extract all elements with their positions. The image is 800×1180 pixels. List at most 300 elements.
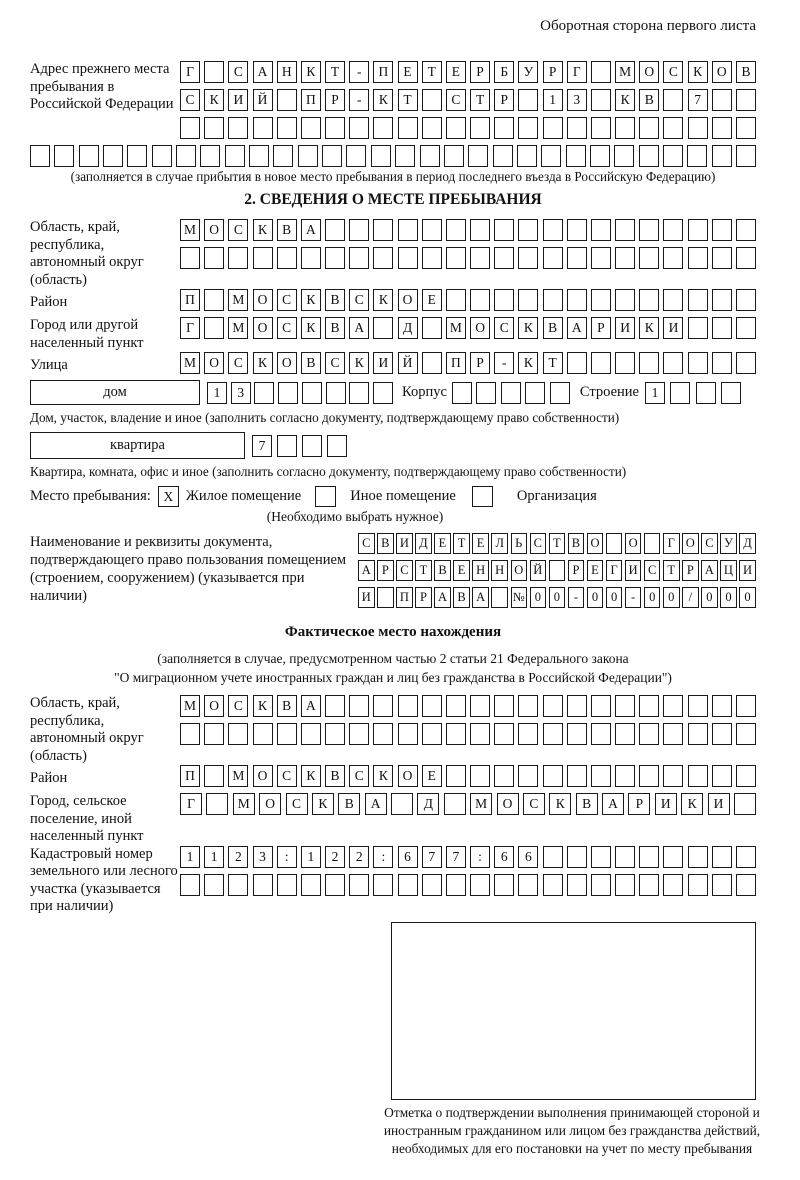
char-cell [501,382,521,404]
char-cell: Р [628,793,650,815]
char-cell: 1 [204,846,224,868]
char-cell [79,145,99,167]
char-cell [398,219,418,241]
char-cell: К [301,765,321,787]
char-cell: : [373,846,393,868]
char-cell: Т [398,89,418,111]
actual-region-row-2 [180,723,756,745]
char-cell [302,382,322,404]
street-block [30,352,756,380]
char-cell [688,874,708,896]
char-cell [446,117,466,139]
char-cell: Р [415,587,432,608]
char-cell [444,145,464,167]
checkbox-other-premises [315,486,336,507]
char-cell: Т [422,61,442,83]
char-cell [639,723,659,745]
char-cell [277,435,297,457]
char-cell [663,89,683,111]
char-cell [446,723,466,745]
char-cell [712,352,732,374]
house-row [30,380,756,405]
char-cell [736,352,756,374]
char-cell: В [277,695,297,717]
char-cell [591,61,611,83]
char-cell: О [682,533,699,554]
char-cell: - [349,89,369,111]
char-cell: О [204,695,224,717]
char-cell: С [494,317,514,339]
char-cell [446,695,466,717]
char-cell: 3 [567,89,587,111]
char-cell [590,145,610,167]
apartment-caption: Квартира, комната, офис и иное (заполнить согласно документу, подтверждающему право собственности) [30,464,627,479]
char-cell: А [253,61,273,83]
char-cell: С [277,317,297,339]
char-cell [712,117,732,139]
char-cell: Т [453,533,470,554]
char-cell [615,765,635,787]
char-cell [736,145,756,167]
char-cell [327,435,347,457]
char-cell [591,352,611,374]
char-cell [470,247,490,269]
char-cell [152,145,172,167]
cadastral-block [30,846,756,916]
char-cell [180,117,200,139]
char-cell [103,145,123,167]
char-cell: Д [398,317,418,339]
char-cell [253,247,273,269]
char-cell: Е [446,61,466,83]
char-cell [639,765,659,787]
char-cell [377,587,394,608]
char-cell [615,723,635,745]
char-cell: К [518,317,538,339]
char-cell: К [301,317,321,339]
char-cell: Д [415,533,432,554]
char-cell: А [602,793,624,815]
house-caption: Дом, участок, владение и иное (заполнить согласно документу, подтверждающему право собственности) [30,410,620,425]
confirmation-stamp-box [391,922,756,1100]
char-cell [736,289,756,311]
char-cell [349,723,369,745]
char-cell [567,219,587,241]
char-cell: А [365,793,387,815]
char-cell [663,247,683,269]
char-cell: С [180,89,200,111]
region-label: Область, край, республика, автономный округ (область) [30,219,144,288]
char-cell: Г [180,61,200,83]
char-cell: А [301,219,321,241]
district-block [30,289,756,317]
char-cell [395,145,415,167]
char-cell: 2 [325,846,345,868]
char-cell [373,723,393,745]
char-cell [180,874,200,896]
actual-city-label: Город, сельское поселение, иной населенный пункт [30,793,144,844]
char-cell [591,723,611,745]
char-cell: Ц [720,560,737,581]
char-cell [518,874,538,896]
prev-address-caption: (заполняется в случае прибытия в новое место пребывания в период последнего въезда в Российскую Федерацию) [70,169,716,184]
char-cell: Е [398,61,418,83]
char-cell [349,219,369,241]
actual-region-row-1 [180,695,756,717]
char-cell: М [470,793,492,815]
char-cell: 1 [543,89,563,111]
char-cell: Й [530,560,547,581]
char-cell: А [301,695,321,717]
char-cell: О [259,793,281,815]
char-cell [688,765,708,787]
char-cell: Г [606,560,623,581]
char-cell: 7 [446,846,466,868]
prev-address-row-3 [180,117,756,139]
char-cell [736,765,756,787]
char-cell [567,874,587,896]
option-residential-label: Жилое помещение [185,488,302,504]
char-cell [687,145,707,167]
char-cell [422,695,442,717]
char-cell [663,695,683,717]
char-cell [204,61,224,83]
char-cell: В [301,352,321,374]
char-cell [470,289,490,311]
char-cell [525,382,545,404]
char-cell: С [228,352,248,374]
char-cell [688,352,708,374]
char-cell: С [644,560,661,581]
char-cell [349,874,369,896]
actual-city-block [30,793,756,846]
char-cell: П [180,289,200,311]
prev-address-row-2 [180,89,756,111]
char-cell [712,289,732,311]
house-number-cells [207,382,393,404]
char-cell [301,723,321,745]
char-cell [204,289,224,311]
char-cell [254,382,274,404]
char-cell: 0 [587,587,604,608]
char-cell: Р [377,560,394,581]
char-cell: 3 [231,382,251,404]
document-block [30,533,756,614]
char-cell: В [325,317,345,339]
char-cell: Г [663,533,680,554]
char-cell [688,695,708,717]
char-cell: К [253,695,273,717]
char-cell [298,145,318,167]
char-cell [225,145,245,167]
char-cell [567,765,587,787]
char-cell [736,247,756,269]
char-cell [688,247,708,269]
char-cell [494,219,514,241]
char-cell: А [567,317,587,339]
char-cell [371,145,391,167]
char-cell: Т [325,61,345,83]
char-cell [54,145,74,167]
char-cell [398,874,418,896]
char-cell: К [688,61,708,83]
char-cell: Р [543,61,563,83]
char-cell [543,874,563,896]
char-cell: Т [415,560,432,581]
char-cell [470,117,490,139]
char-cell [518,289,538,311]
char-cell [422,89,442,111]
char-cell [736,89,756,111]
char-cell: С [349,765,369,787]
char-cell [325,117,345,139]
char-cell: - [349,61,369,83]
char-cell [301,874,321,896]
document-row-2 [358,560,756,581]
char-cell: Е [434,533,451,554]
char-cell [30,145,50,167]
char-cell: К [639,317,659,339]
char-cell [446,874,466,896]
char-cell: С [277,765,297,787]
char-cell [614,145,634,167]
char-cell [615,117,635,139]
char-cell [422,117,442,139]
char-cell [398,247,418,269]
char-cell [663,874,683,896]
char-cell [567,117,587,139]
char-cell [712,317,732,339]
cadastral-label: Кадастровый номер земельного или лесного участка (указывается при наличии) [30,845,178,914]
char-cell: П [301,89,321,111]
char-cell [444,793,466,815]
char-cell: С [228,695,248,717]
char-cell [273,145,293,167]
prev-address-row-1 [180,61,756,83]
char-cell [736,317,756,339]
char-cell: В [639,89,659,111]
document-row-1 [358,533,756,554]
char-cell: 6 [398,846,418,868]
char-cell [494,117,514,139]
char-cell [494,247,514,269]
char-cell [696,382,716,404]
char-cell [591,89,611,111]
char-cell: А [472,587,489,608]
char-cell: О [470,317,490,339]
char-cell [452,382,472,404]
char-cell [302,435,322,457]
char-cell [180,723,200,745]
char-cell [518,723,538,745]
char-cell [200,145,220,167]
char-cell [253,723,273,745]
char-cell [204,247,224,269]
char-cell [734,793,756,815]
char-cell: П [373,61,393,83]
char-cell: Е [422,765,442,787]
char-cell: Г [567,61,587,83]
char-cell [277,874,297,896]
char-cell [325,695,345,717]
char-cell: В [453,587,470,608]
char-cell: О [497,793,519,815]
char-cell: К [253,352,273,374]
stay-type-note: (Необходимо выбрать нужное) [266,509,444,524]
char-cell: Т [543,352,563,374]
char-cell [615,247,635,269]
char-cell: : [277,846,297,868]
char-cell [591,247,611,269]
char-cell [301,247,321,269]
char-cell [518,247,538,269]
char-cell [670,382,690,404]
char-cell: П [180,765,200,787]
stay-type-label: Место пребывания: [30,488,151,504]
char-cell [591,765,611,787]
char-cell: О [277,352,297,374]
char-cell: 6 [494,846,514,868]
apartment-cells [252,435,347,457]
char-cell [639,874,659,896]
char-cell [712,765,732,787]
char-cell: К [518,352,538,374]
char-cell [494,289,514,311]
char-cell: Р [591,317,611,339]
char-cell [206,793,228,815]
option-other-premises-label: Иное помещение [350,488,456,504]
char-cell [322,145,342,167]
char-cell: Й [398,352,418,374]
char-cell [373,695,393,717]
char-cell [325,219,345,241]
char-cell: М [228,317,248,339]
char-cell [373,247,393,269]
char-cell: 2 [228,846,248,868]
char-cell [712,723,732,745]
char-cell [277,247,297,269]
char-cell [639,145,659,167]
char-cell: / [682,587,699,608]
char-cell: А [434,587,451,608]
char-cell: К [349,352,369,374]
char-cell: 0 [644,587,661,608]
char-cell: 1 [645,382,665,404]
char-cell: Г [180,793,202,815]
char-cell: С [663,61,683,83]
char-cell [249,145,269,167]
char-cell: И [396,533,413,554]
char-cell [543,723,563,745]
char-cell: В [377,533,394,554]
char-cell: И [625,560,642,581]
char-cell: Н [491,560,508,581]
char-cell: В [576,793,598,815]
option-organization-label: Организация [516,488,597,504]
char-cell [422,247,442,269]
char-cell: М [180,695,200,717]
char-cell: А [701,560,718,581]
char-cell: П [396,587,413,608]
char-cell [349,247,369,269]
char-cell [470,723,490,745]
char-cell [301,117,321,139]
char-cell [420,145,440,167]
char-cell [422,219,442,241]
char-cell: В [325,765,345,787]
char-cell: К [373,289,393,311]
char-cell: : [470,846,490,868]
actual-region-label: Область, край, республика, автономный округ (область) [30,695,144,764]
char-cell [663,145,683,167]
char-cell: Р [568,560,585,581]
char-cell [644,533,661,554]
char-cell: М [180,219,200,241]
char-cell [712,874,732,896]
char-cell: С [349,289,369,311]
char-cell: С [228,219,248,241]
char-cell [422,317,442,339]
char-cell [446,765,466,787]
char-cell [543,117,563,139]
checkbox-residential: X [158,486,179,507]
char-cell: О [253,317,273,339]
char-cell: Р [470,352,490,374]
char-cell [278,382,298,404]
char-cell [688,289,708,311]
prev-address-label: Адрес прежнего места пребывания в Российской Федерации [30,61,174,112]
char-cell: С [358,533,375,554]
char-cell [688,219,708,241]
actual-district-row [180,765,756,787]
char-cell: Е [472,533,489,554]
char-cell [373,317,393,339]
char-cell: Л [491,533,508,554]
char-cell [688,317,708,339]
char-cell: Р [682,560,699,581]
char-cell [543,219,563,241]
char-cell [494,765,514,787]
region-row-2 [180,247,756,269]
char-cell [736,117,756,139]
char-cell [422,874,442,896]
char-cell: К [615,89,635,111]
char-cell [470,765,490,787]
char-cell [228,723,248,745]
char-cell [346,145,366,167]
char-cell: Ь [511,533,528,554]
char-cell [277,723,297,745]
char-cell: 0 [739,587,756,608]
char-cell: В [736,61,756,83]
char-cell [325,874,345,896]
cadastral-row-1 [180,846,756,868]
char-cell: Т [470,89,490,111]
char-cell: О [204,219,224,241]
actual-city-row [180,793,756,840]
char-cell: Е [453,560,470,581]
stroenie-cells [645,382,741,404]
char-cell [591,695,611,717]
char-cell [422,352,442,374]
char-cell [204,874,224,896]
char-cell: 6 [518,846,538,868]
char-cell [606,533,623,554]
stroenie-label: Строение [579,384,639,400]
char-cell [615,289,635,311]
char-cell: И [708,793,730,815]
prev-address-row-4 [30,145,756,167]
